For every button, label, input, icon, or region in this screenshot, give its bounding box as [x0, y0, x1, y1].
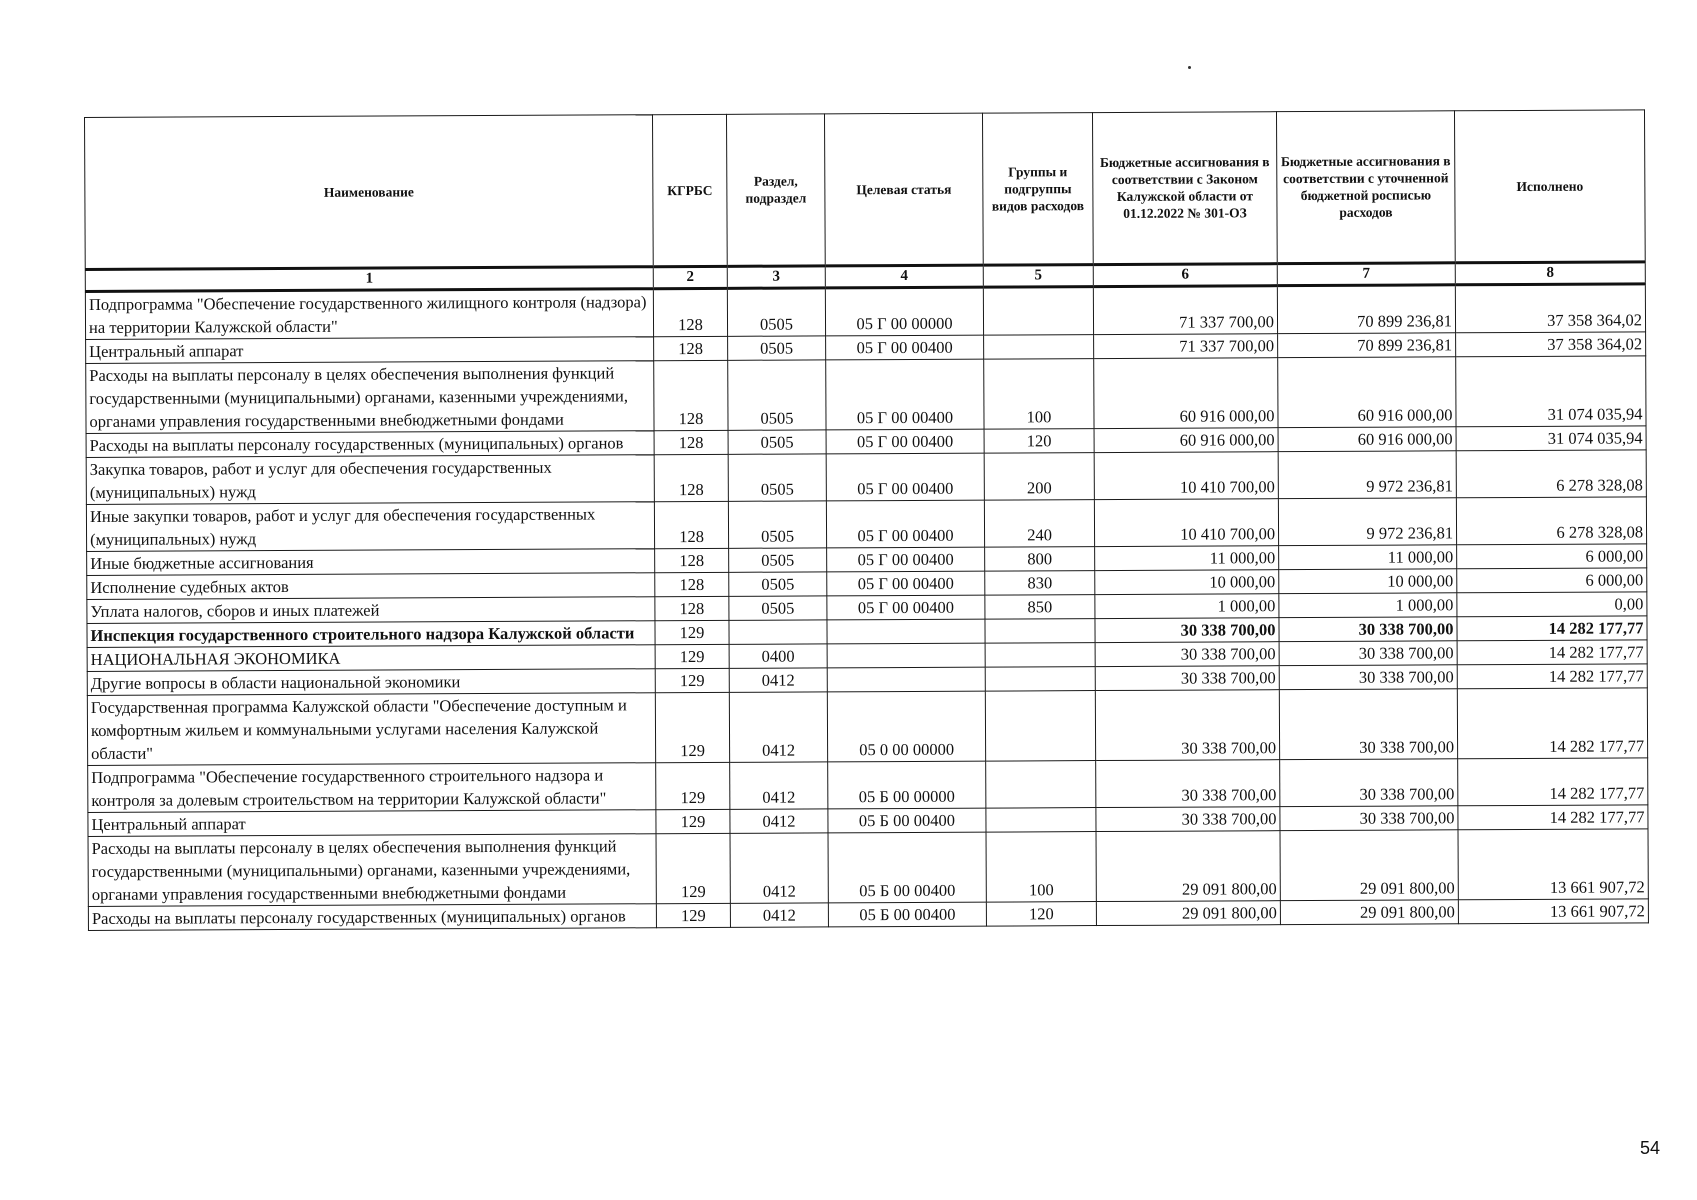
row-name: Расходы на выплаты персоналу в целях обеспечения выполнения функций государственными (муниципальными) органами, казенными учреждениями, органами управления государственными внебюджетными фондами: [88, 834, 656, 907]
header-refined: Бюджетные ассигнования в соответствии с уточненной бюджетной росписью расходов: [1276, 111, 1455, 264]
scan-speck: [1188, 66, 1191, 69]
header-row: [85, 110, 1646, 270]
row-group: [986, 808, 1096, 833]
row-law-amount: 29 091 800,00: [1096, 901, 1280, 926]
row-target: 05 Г 00 00400: [826, 453, 984, 501]
row-section: [729, 620, 827, 644]
row-executed-amount: 6 278 328,08: [1456, 450, 1646, 498]
row-law-amount: 60 916 000,00: [1094, 428, 1278, 453]
row-refined-amount: 70 899 236,81: [1278, 333, 1456, 358]
row-refined-amount: 29 091 800,00: [1280, 830, 1458, 901]
row-target: [827, 667, 985, 692]
row-law-amount: 30 338 700,00: [1096, 760, 1280, 808]
col-number: 2: [653, 266, 727, 288]
row-section: 0505: [727, 288, 825, 336]
row-name: Центральный аппарат: [86, 337, 654, 364]
table-row: [86, 450, 1646, 505]
col-number: 4: [825, 265, 983, 288]
row-executed-amount: 14 282 177,77: [1458, 758, 1648, 806]
row-group: 100: [984, 359, 1094, 430]
row-target: [827, 619, 985, 644]
row-kgrbs: 128: [654, 501, 728, 548]
row-name: Исполнение судебных актов: [87, 573, 655, 600]
row-executed-amount: 37 358 364,02: [1456, 332, 1646, 357]
row-name: Иные закупки товаров, работ и услуг для обеспечения государственных (муниципальных) нужд: [86, 502, 654, 552]
row-group: [985, 691, 1095, 762]
row-name: Центральный аппарат: [88, 810, 656, 837]
row-name: Расходы на выплаты персоналу государственных (муниципальных) органов: [88, 904, 656, 931]
row-refined-amount: 1 000,00: [1279, 593, 1457, 618]
row-kgrbs: 128: [654, 336, 728, 360]
row-refined-amount: 60 916 000,00: [1278, 357, 1456, 428]
row-section: 0505: [728, 430, 826, 454]
row-law-amount: 1 000,00: [1095, 594, 1279, 619]
col-number: 8: [1455, 262, 1645, 285]
table-row: [86, 497, 1646, 552]
row-kgrbs: 128: [655, 572, 729, 596]
row-kgrbs: 128: [653, 288, 727, 336]
header-section: Раздел, подраздел: [726, 114, 825, 266]
header-name: Наименование: [85, 115, 654, 270]
row-target: [827, 643, 985, 668]
row-group: [985, 667, 1095, 692]
row-refined-amount: 30 338 700,00: [1280, 759, 1458, 807]
row-name: Подпрограмма "Обеспечение государственного жилищного контроля (надзора) на территории Калужской области": [85, 289, 653, 340]
row-law-amount: 71 337 700,00: [1094, 334, 1278, 359]
row-target: 05 Б 00 00400: [828, 832, 986, 903]
row-kgrbs: 129: [656, 903, 730, 927]
row-refined-amount: 9 972 236,81: [1278, 451, 1456, 499]
row-section: 0505: [728, 501, 826, 548]
row-refined-amount: 30 338 700,00: [1280, 806, 1458, 831]
row-section: 0412: [730, 903, 828, 927]
row-refined-amount: 10 000,00: [1279, 569, 1457, 594]
row-refined-amount: 9 972 236,81: [1278, 498, 1456, 546]
header-target: Целевая статья: [824, 113, 983, 266]
row-kgrbs: 128: [655, 548, 729, 572]
row-law-amount: 10 410 700,00: [1094, 499, 1278, 547]
row-name: Другие вопросы в области национальной экономики: [87, 669, 655, 696]
table-row: [85, 284, 1645, 340]
row-refined-amount: 11 000,00: [1279, 545, 1457, 570]
row-group: 200: [984, 453, 1094, 501]
row-kgrbs: 129: [656, 833, 730, 903]
row-executed-amount: 37 358 364,02: [1455, 284, 1645, 333]
row-law-amount: 30 338 700,00: [1095, 642, 1279, 667]
row-law-amount: 30 338 700,00: [1095, 666, 1279, 691]
row-group: 800: [985, 547, 1095, 572]
row-law-amount: 30 338 700,00: [1096, 807, 1280, 832]
row-law-amount: 30 338 700,00: [1095, 690, 1279, 761]
header-groups: Группы и подгруппы видов расходов: [982, 113, 1093, 266]
row-executed-amount: 13 661 907,72: [1458, 899, 1648, 924]
row-group: 100: [986, 832, 1096, 903]
row-section: 0412: [729, 668, 827, 692]
row-law-amount: 60 916 000,00: [1094, 358, 1278, 429]
row-group: [986, 761, 1096, 809]
col-number: 1: [85, 267, 653, 292]
row-section: 0505: [729, 596, 827, 620]
row-kgrbs: 128: [655, 596, 729, 620]
table-row: [88, 758, 1648, 813]
row-group: [985, 643, 1095, 668]
row-section: 0505: [728, 454, 826, 501]
row-target: 05 Г 00 00400: [826, 429, 984, 454]
row-section: 0400: [729, 644, 827, 668]
row-executed-amount: 6 000,00: [1457, 544, 1647, 569]
row-group: 240: [984, 500, 1094, 548]
row-kgrbs: 129: [655, 620, 729, 644]
row-target: 05 Г 00 00400: [827, 547, 985, 572]
row-target: 05 Г 00 00400: [826, 359, 984, 430]
row-section: 0412: [730, 809, 828, 833]
row-name: Инспекция государственного строительного надзора Калужской области: [87, 621, 655, 648]
header-kgrbs: КГРБС: [652, 114, 727, 266]
row-kgrbs: 128: [654, 360, 728, 430]
row-group: [985, 619, 1095, 644]
row-target: 05 Б 00 00400: [828, 902, 986, 927]
row-target: 05 Б 00 00400: [828, 808, 986, 833]
row-section: 0505: [728, 360, 826, 430]
row-target: 05 Г 00 00000: [825, 287, 983, 336]
row-group: 120: [986, 902, 1096, 927]
row-section: 0412: [729, 692, 827, 762]
page-number: 54: [1640, 1138, 1661, 1158]
col-number: 5: [983, 265, 1093, 288]
row-name: Уплата налогов, сборов и иных платежей: [87, 597, 655, 624]
row-executed-amount: 14 282 177,77: [1457, 664, 1647, 689]
row-section: 0505: [729, 548, 827, 572]
row-kgrbs: 129: [655, 692, 729, 762]
table-row: [87, 688, 1647, 766]
row-kgrbs: 129: [656, 809, 730, 833]
row-name: Иные бюджетные ассигнования: [87, 549, 655, 576]
row-executed-amount: 13 661 907,72: [1458, 829, 1648, 900]
row-refined-amount: 30 338 700,00: [1279, 665, 1457, 690]
row-law-amount: 71 337 700,00: [1093, 286, 1277, 335]
row-refined-amount: 29 091 800,00: [1280, 900, 1458, 925]
row-refined-amount: 30 338 700,00: [1279, 617, 1457, 642]
row-target: 05 Г 00 00400: [827, 571, 985, 596]
row-law-amount: 30 338 700,00: [1095, 618, 1279, 643]
row-executed-amount: 0,00: [1457, 592, 1647, 617]
row-name: Подпрограмма "Обеспечение государственного строительного надзора и контроля за долевым строительством на территории Калужской области": [88, 763, 656, 813]
row-group: [983, 287, 1093, 336]
row-group: 120: [984, 429, 1094, 454]
header-law: Бюджетные ассигнования в соответствии с Законом Калужской области от 01.12.2022 № 301-ОЗ: [1092, 112, 1277, 265]
row-executed-amount: 14 282 177,77: [1457, 688, 1647, 759]
row-law-amount: 29 091 800,00: [1096, 831, 1280, 902]
row-target: 05 0 00 00000: [827, 691, 985, 762]
row-refined-amount: 30 338 700,00: [1279, 689, 1457, 760]
row-name: Расходы на выплаты персоналу в целях обеспечения выполнения функций государственными (муниципальными) органами, казенными учреждениями, органами управления государственными внебюджетными фондами: [86, 361, 654, 434]
table-row: [88, 829, 1648, 907]
row-section: 0412: [730, 762, 828, 809]
row-name: Закупка товаров, работ и услуг для обеспечения государственных (муниципальных) нужд: [86, 455, 654, 505]
row-target: 05 Г 00 00400: [826, 335, 984, 360]
header-executed: Исполнено: [1454, 110, 1645, 263]
table-body: [85, 284, 1648, 931]
row-name: Расходы на выплаты персоналу государственных (муниципальных) органов: [86, 431, 654, 458]
col-number: 6: [1093, 264, 1277, 287]
row-section: 0412: [730, 833, 828, 903]
row-target: 05 Г 00 00400: [827, 595, 985, 620]
row-refined-amount: 70 899 236,81: [1277, 285, 1455, 334]
row-executed-amount: 6 000,00: [1457, 568, 1647, 593]
row-law-amount: 10 000,00: [1095, 570, 1279, 595]
row-kgrbs: 129: [655, 644, 729, 668]
row-section: 0505: [728, 336, 826, 360]
row-kgrbs: 128: [654, 454, 728, 501]
row-group: 830: [985, 571, 1095, 596]
row-law-amount: 11 000,00: [1095, 546, 1279, 571]
row-target: 05 Г 00 00400: [826, 500, 984, 548]
row-name: Государственная программа Калужской области "Обеспечение доступным и комфортным жильем и коммунальными услугами населения Калужской области": [87, 693, 655, 766]
budget-table: [84, 109, 1649, 931]
row-name: НАЦИОНАЛЬНАЯ ЭКОНОМИКА: [87, 645, 655, 672]
row-executed-amount: 31 074 035,94: [1456, 426, 1646, 451]
row-group: [984, 335, 1094, 360]
row-executed-amount: 14 282 177,77: [1457, 640, 1647, 665]
row-kgrbs: 129: [656, 762, 730, 809]
row-refined-amount: 30 338 700,00: [1279, 641, 1457, 666]
row-executed-amount: 31 074 035,94: [1456, 356, 1646, 427]
row-executed-amount: 6 278 328,08: [1456, 497, 1646, 545]
row-law-amount: 10 410 700,00: [1094, 452, 1278, 500]
table-row: [86, 356, 1646, 434]
col-number: 3: [727, 266, 825, 288]
row-executed-amount: 14 282 177,77: [1457, 616, 1647, 641]
col-number: 7: [1277, 263, 1455, 286]
row-section: 0505: [729, 572, 827, 596]
row-refined-amount: 60 916 000,00: [1278, 427, 1456, 452]
row-target: 05 Б 00 00000: [828, 761, 986, 809]
row-group: 850: [985, 595, 1095, 620]
row-kgrbs: 129: [655, 668, 729, 692]
row-kgrbs: 128: [654, 430, 728, 454]
row-executed-amount: 14 282 177,77: [1458, 805, 1648, 830]
